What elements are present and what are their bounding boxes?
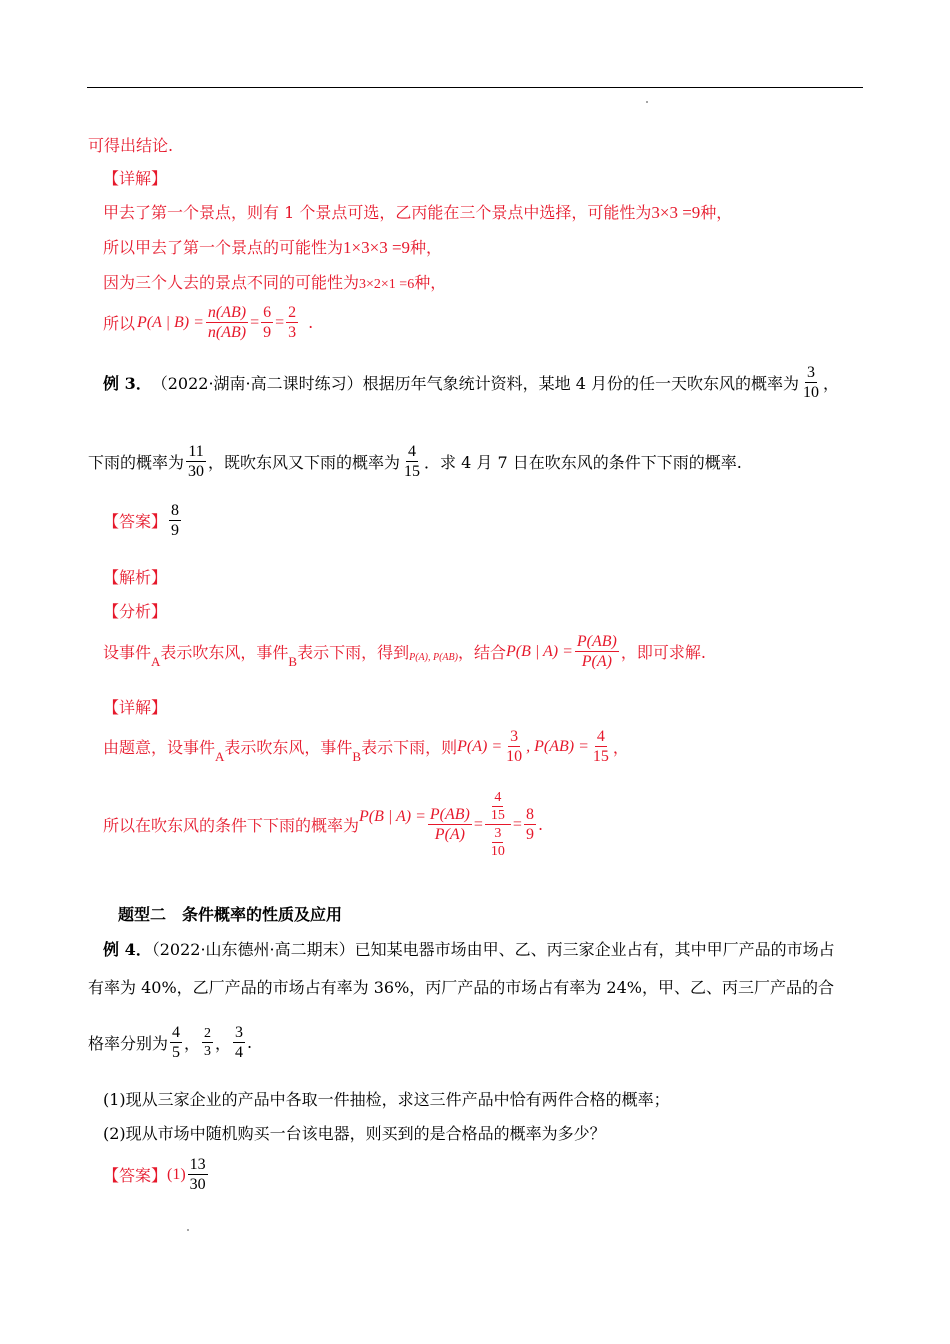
fraction-num: P(AB): [576, 633, 617, 650]
event-a-label: A: [215, 748, 225, 764]
detail-line-2: [103, 235, 442, 258]
speck-mark: [187, 1229, 189, 1231]
question-2: (2)现从市场中随机购买一台该电器，则买到的是合格品的概率为多少？: [103, 1124, 606, 1143]
detail-line-4-end: .: [308, 313, 314, 332]
detail-2-line-2-end: .: [537, 815, 544, 834]
fraction-num: 4: [596, 728, 605, 745]
fraction-den: 5: [172, 1044, 181, 1061]
conditional-prob-formula: [575, 632, 619, 671]
complex-fraction-bottom: [485, 825, 511, 860]
fraction-den: 9: [525, 826, 534, 843]
detail-2-line-1: [103, 727, 629, 766]
complex-fraction-top: [485, 789, 511, 825]
fraction-den: 10: [506, 748, 523, 765]
example-4-line-2: 有率为 40%，乙厂产品的市场占有率为 36%，丙厂产品的市场占有率为 24%，甲、乙、丙三厂产品的合: [88, 978, 834, 997]
fraction-3-10: [489, 825, 507, 860]
example-3-label: 例 3．: [103, 374, 152, 393]
prob-east-wind: [801, 363, 821, 402]
pass-rate-bing: [233, 1023, 245, 1062]
fraction-num: 4: [172, 1024, 181, 1041]
pass-rate-yi: [202, 1025, 213, 1060]
fenxi-text-3: 表示下雨，得到: [297, 643, 410, 662]
fraction-num: 2: [288, 304, 297, 321]
answer-tag: 【答案】: [103, 1166, 168, 1185]
prob-a-lhs: P(A) =: [457, 737, 503, 755]
fraction-den: 15: [404, 463, 421, 480]
conditional-prob-lhs: P(B | A) =: [506, 642, 573, 660]
prob-a-fraction: [504, 727, 524, 766]
detail-line-4-text: 所以: [103, 314, 136, 333]
fraction-num: 4: [494, 790, 502, 805]
detail-2-text-2: 表示吹东风，事件: [224, 738, 353, 757]
fraction-2-3: [286, 303, 298, 342]
fraction-den: 30: [189, 1176, 206, 1193]
detail-tag: 【详解】: [103, 169, 168, 188]
prob-both: [402, 442, 422, 481]
example-3-line-2: [88, 442, 742, 481]
fraction-den: 30: [188, 463, 205, 480]
fraction-6-9: [261, 303, 273, 342]
fraction-num: 3: [510, 728, 519, 745]
fraction-num: 13: [189, 1156, 206, 1173]
example-3-text-3: ，既吹东风又下雨的概率为: [208, 453, 401, 472]
detail-line-3-text: 因为三个人去的景点不同的可能性为: [103, 273, 360, 292]
fraction-den: 15: [592, 748, 609, 765]
fenxi-text-2: 表示吹东风，事件: [160, 643, 289, 662]
pass-rate-jia: [170, 1023, 182, 1062]
fenxi-tiny-math: P(A), P(AB): [409, 652, 458, 663]
count-fraction-den: n(AB): [207, 324, 247, 341]
example-3-comma: ，: [822, 374, 839, 393]
detail-line-1: [103, 200, 732, 223]
fraction-den: 10: [490, 844, 505, 859]
separator: ，: [215, 1034, 232, 1053]
fenxi-text-4: ，结合: [457, 643, 506, 662]
detail-line-3-end: 种，: [414, 273, 447, 292]
example-4-line-1: [103, 937, 835, 960]
fraction-4-15: [489, 789, 507, 824]
fraction-den: 3: [288, 324, 297, 341]
fraction-den: 3: [204, 1044, 212, 1059]
example-4-source: （2022·山东德州·高二期末）: [151, 940, 355, 959]
count-fraction-num: n(AB): [207, 304, 247, 321]
event-b-label: B: [288, 653, 298, 669]
example-3-line-1: [103, 363, 839, 402]
event-b-label: B: [352, 748, 362, 764]
fraction-num: 2: [204, 1026, 212, 1041]
prob-rain: [186, 442, 206, 481]
example-3-text-1: 根据历年气象统计资料，某地 4 月份的任一天吹东风的概率为: [362, 374, 799, 393]
conditional-prob-lhs: P(A | B) =: [137, 313, 204, 331]
fenxi-text-5: ，即可求解.: [620, 643, 706, 662]
detail-line-2-text: 所以甲去了第一个景点的可能性为: [103, 238, 344, 257]
answer-part-label: (1): [167, 1165, 186, 1183]
separator: ，: [184, 1034, 201, 1053]
conclusion-line: 可得出结论.: [88, 136, 174, 155]
detail-line-2-math: 1×3×3 =9: [343, 238, 411, 257]
fraction-num: 3: [494, 826, 502, 841]
fenxi-tag: 【分析】: [103, 602, 168, 621]
detail-2-text-1: 由题意，设事件: [103, 738, 216, 757]
conditional-prob-lhs: P(B | A) =: [359, 807, 426, 825]
detail-tag-2: 【详解】: [103, 698, 168, 717]
fenxi-text-1: 设事件: [103, 643, 152, 662]
detail-line-1-text: 甲去了第一个景点，则有 1 个景点可选，乙丙能在三个景点中选择，可能性为: [103, 203, 652, 222]
fraction-den: P(A): [581, 653, 612, 670]
answer-tag: 【答案】: [103, 512, 168, 531]
detail-2-text-3: 表示下雨，则: [361, 738, 458, 757]
count-fraction: [206, 303, 248, 342]
example-4-answer: [103, 1155, 210, 1194]
fraction-den: 15: [490, 808, 505, 823]
detail-line-1-math: 3×3 =9: [651, 203, 701, 222]
detail-line-4: 所以 P(A | B) = $\frac{n(AB)}{n(AB)}$ = $\frac{6}{9}$ = $\frac{2}{3}$ .: [103, 304, 314, 341]
question-1: (1)现从三家企业的产品中各取一件抽检，求这三件产品中恰有两件合格的概率；: [103, 1090, 670, 1109]
detail-2-end: ，: [612, 738, 629, 757]
answer-fraction: [169, 501, 181, 540]
conditional-prob-formula: [428, 805, 472, 844]
example-3-source: （2022·湖南·高二课时练习）: [151, 374, 363, 393]
example-3-answer: [103, 501, 183, 540]
example-3-text-2: 下雨的概率为: [88, 453, 185, 472]
event-a-label: A: [151, 653, 161, 669]
prob-ab-lhs: , P(AB) =: [526, 737, 589, 755]
answer-fraction: [188, 1155, 208, 1194]
fraction-num: 11: [188, 443, 204, 460]
fraction-den: 4: [235, 1044, 244, 1061]
detail-2-line-2: 所以在吹东风的条件下下雨的概率为 P(B | A) = $\frac{P(AB)}{P(A)}$ = $\frac{\frac{4}{15}}{\frac{3}{10}}$ = $\frac{8}{9}$ .: [103, 790, 544, 859]
fraction-den: P(A): [434, 826, 465, 843]
complex-fraction: [485, 789, 511, 860]
detail-line-3-math: 3×2×1 =6: [359, 277, 415, 292]
fraction-num: P(AB): [429, 806, 470, 823]
detail-line-3: [103, 270, 446, 293]
fraction-num: 4: [408, 443, 417, 460]
example-4-end: .: [247, 1033, 253, 1052]
example-4-line-3: [88, 1023, 252, 1062]
example-3-text-4: ．求 4 月 7 日在吹东风的条件下下雨的概率.: [424, 453, 742, 472]
detail-line-1-end: 种，: [700, 203, 733, 222]
section-title: 题型二 条件概率的性质及应用: [118, 905, 343, 924]
fraction-num: 3: [235, 1024, 244, 1041]
example-4-text-3: 格率分别为: [88, 1034, 169, 1053]
fraction-den: 9: [171, 522, 180, 539]
analysis-tag: 【解析】: [103, 568, 168, 587]
detail-line-2-end: 种，: [410, 238, 443, 257]
prob-ab-fraction: [591, 727, 611, 766]
example-4-text-1: 已知某电器市场由甲、乙、丙三家企业占有，其中甲厂产品的市场占: [354, 940, 835, 959]
example-4-label: 例 4．: [103, 940, 152, 959]
result-fraction: [524, 805, 536, 844]
speck-mark: [646, 101, 648, 103]
fraction-num: 6: [263, 304, 272, 321]
fraction-num: 8: [171, 502, 180, 519]
fraction-num: 3: [806, 364, 815, 381]
fraction-num: 8: [525, 806, 534, 823]
header-rule: [87, 87, 863, 88]
detail-2-text-4: 所以在吹东风的条件下下雨的概率为: [103, 816, 360, 835]
fraction-den: 10: [802, 384, 819, 401]
fraction-den: 9: [263, 324, 272, 341]
fenxi-line: [103, 632, 706, 671]
